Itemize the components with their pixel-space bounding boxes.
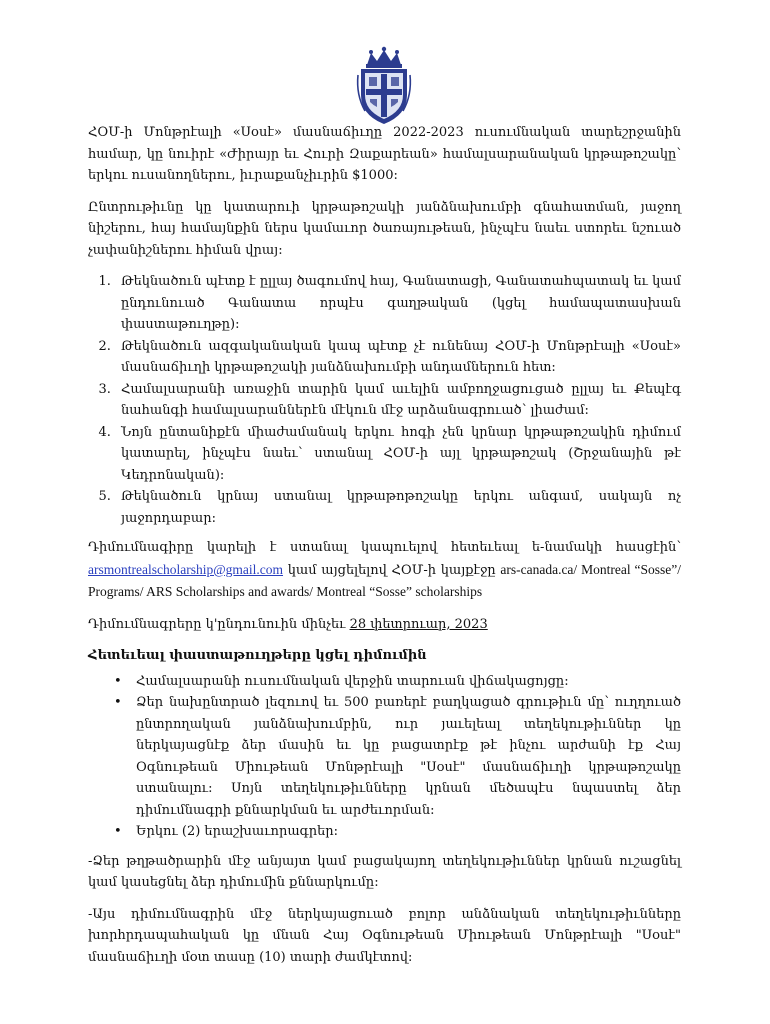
criteria-item: 3. Համալսարանի առաջին տարին կամ աւելին ամբողջացուցած ըլլայ եւ Քեպէգ նահանգի համալսարաններէն մէկուն մէջ արձանագրուած՝ լիաժամ: xyxy=(115,379,681,422)
document-item xyxy=(114,692,681,821)
deadline-text: Դիմումնագրերը կ'ընդունուին մինչեւ xyxy=(88,616,346,632)
ars-emblem-logo xyxy=(355,45,413,127)
application-text: Դիմումնագիրը կարելի է ստանալ կապուելով հետեւեալ ե-նամակի հասցէին՝ xyxy=(88,540,681,555)
bullet-icon: • xyxy=(114,673,122,689)
criteria-item: 4. Նոյն ընտանիքէն միաժամանակ երկու հոգի չեն կրնար կրթաթոշակին դիմում կատարել, ինչպէս նաեւ՝ ստանալ ՀՕՄ-ի այլ կրթաթոշակ (Շրջանային թէ Կեդրոնական): xyxy=(115,422,681,487)
letter-body xyxy=(88,122,681,978)
criteria-item: 2. Թեկնածուն ազգականական կապ պէտք չէ ունենայ ՀՕՄ-ի Մոնթրէալի «Սօսէ» մասնաճիւղի կրթաթոշակի յանձնախումբի անդամներուն հետ: xyxy=(115,336,681,379)
document-item xyxy=(114,821,681,843)
bullet-icon: • xyxy=(114,824,122,839)
selection-paragraph: Ընտրութիւնը կը կատարուի կրթաթոշակի յանձնախումբի գնահատման, յաջող նիշերու, հայ համայնքին ներս կամաւոր ծառայութեան, ինչպէս նաեւ ստորեւ նշուած չափանիշներու հիման վրայ: xyxy=(88,199,681,258)
deadline-date: 28 փետրուար, 2023 xyxy=(349,616,488,632)
document-item xyxy=(114,671,681,693)
criteria-item: 1. Թեկնածուն պէտք է ըլլայ ծագումով հայ, Գանատացի, Գանատահպատակ եւ կամ ընդունուած Գանատա որպէս գաղթական (կցել համապատասխան փաստաթուղթը): xyxy=(115,271,681,336)
criteria-list xyxy=(88,271,681,529)
note-incomplete: -Ձեր թղթածրարին մէջ անյայտ կամ բացակայող տեղեկութիւններ կրնան ուշացնել կամ կասեցնել ձեր դիմումին քննարկումը: xyxy=(88,853,681,890)
documents-list xyxy=(88,671,681,843)
document-text: Ձեր նախընտրած լեզուով եւ 500 բառերէ բաղկացած գրութիւն մը՝ ուղղուած ընտրողական յանձնախումբին, ուր յաւելեալ տեղեկութիւններ կը ներկայացնէք ձեր մասին եւ կը բացատրէք թէ ինչու արժանի էք Հայ Օգնութեան Միութեան Մոնթրէալի "Սօսէ" մասնաճիւղի կրթաթոշակը ստանալու: Սոյն տեղեկութիւնները կրնան մեծապէս նպաստել ձեր դիմումնագրի քննարկման եւ արժեւորման: xyxy=(136,695,681,818)
website-text: կամ այցելելով ՀՕՄ-ի կայքէջը xyxy=(287,562,496,578)
document-text: Երկու (2) երաշխաւորագրեր: xyxy=(136,824,339,839)
document-text: Համալսարանի ուսումնական վերջին տարուան վիճակացոյցը: xyxy=(136,673,569,689)
criteria-item: 5. Թեկնածուն կրնայ ստանալ կրթաթոթոշակը երկու անգամ, սակայն ոչ յաջորդաբար: xyxy=(115,486,681,529)
note-confidentiality: -Այս դիմումնագրին մէջ ներկայացուած բոլոր անձնական տեղեկութիւնները խորհրդապահական կը մնան Հայ Օգնութեան Միութեան Մոնթրէալի "Սօսէ" մասնաճիւղի մօտ տասը (10) տարի ժամկէտով: xyxy=(88,906,681,965)
bullet-icon: • xyxy=(114,695,122,710)
deadline-paragraph xyxy=(88,614,681,636)
application-paragraph xyxy=(88,537,681,604)
documents-heading: Հետեւեալ փաստաթուղթերը կցել դիմումին xyxy=(88,648,427,663)
website-path: ars-canada.ca/ Montreal “Sosse”/ Programs/ ARS Scholarships and awards/ Montreal “Sosse” scholarships xyxy=(88,561,681,599)
email-link[interactable]: arsmontrealscholarship@gmail.com xyxy=(88,561,284,577)
intro-paragraph: ՀՕՄ-ի Մոնթրէալի «Սօսէ» մասնաճիւղը 2022-2023 ուսումնական տարեշրջանին համար, կը նուիրէ «Ժիրայր եւ Հուրի Զաքարեան» համալսարանական կրթաթոշակը՝ երկու ուսանողներու, իւրաքանչիւրին $1000: xyxy=(88,125,681,183)
